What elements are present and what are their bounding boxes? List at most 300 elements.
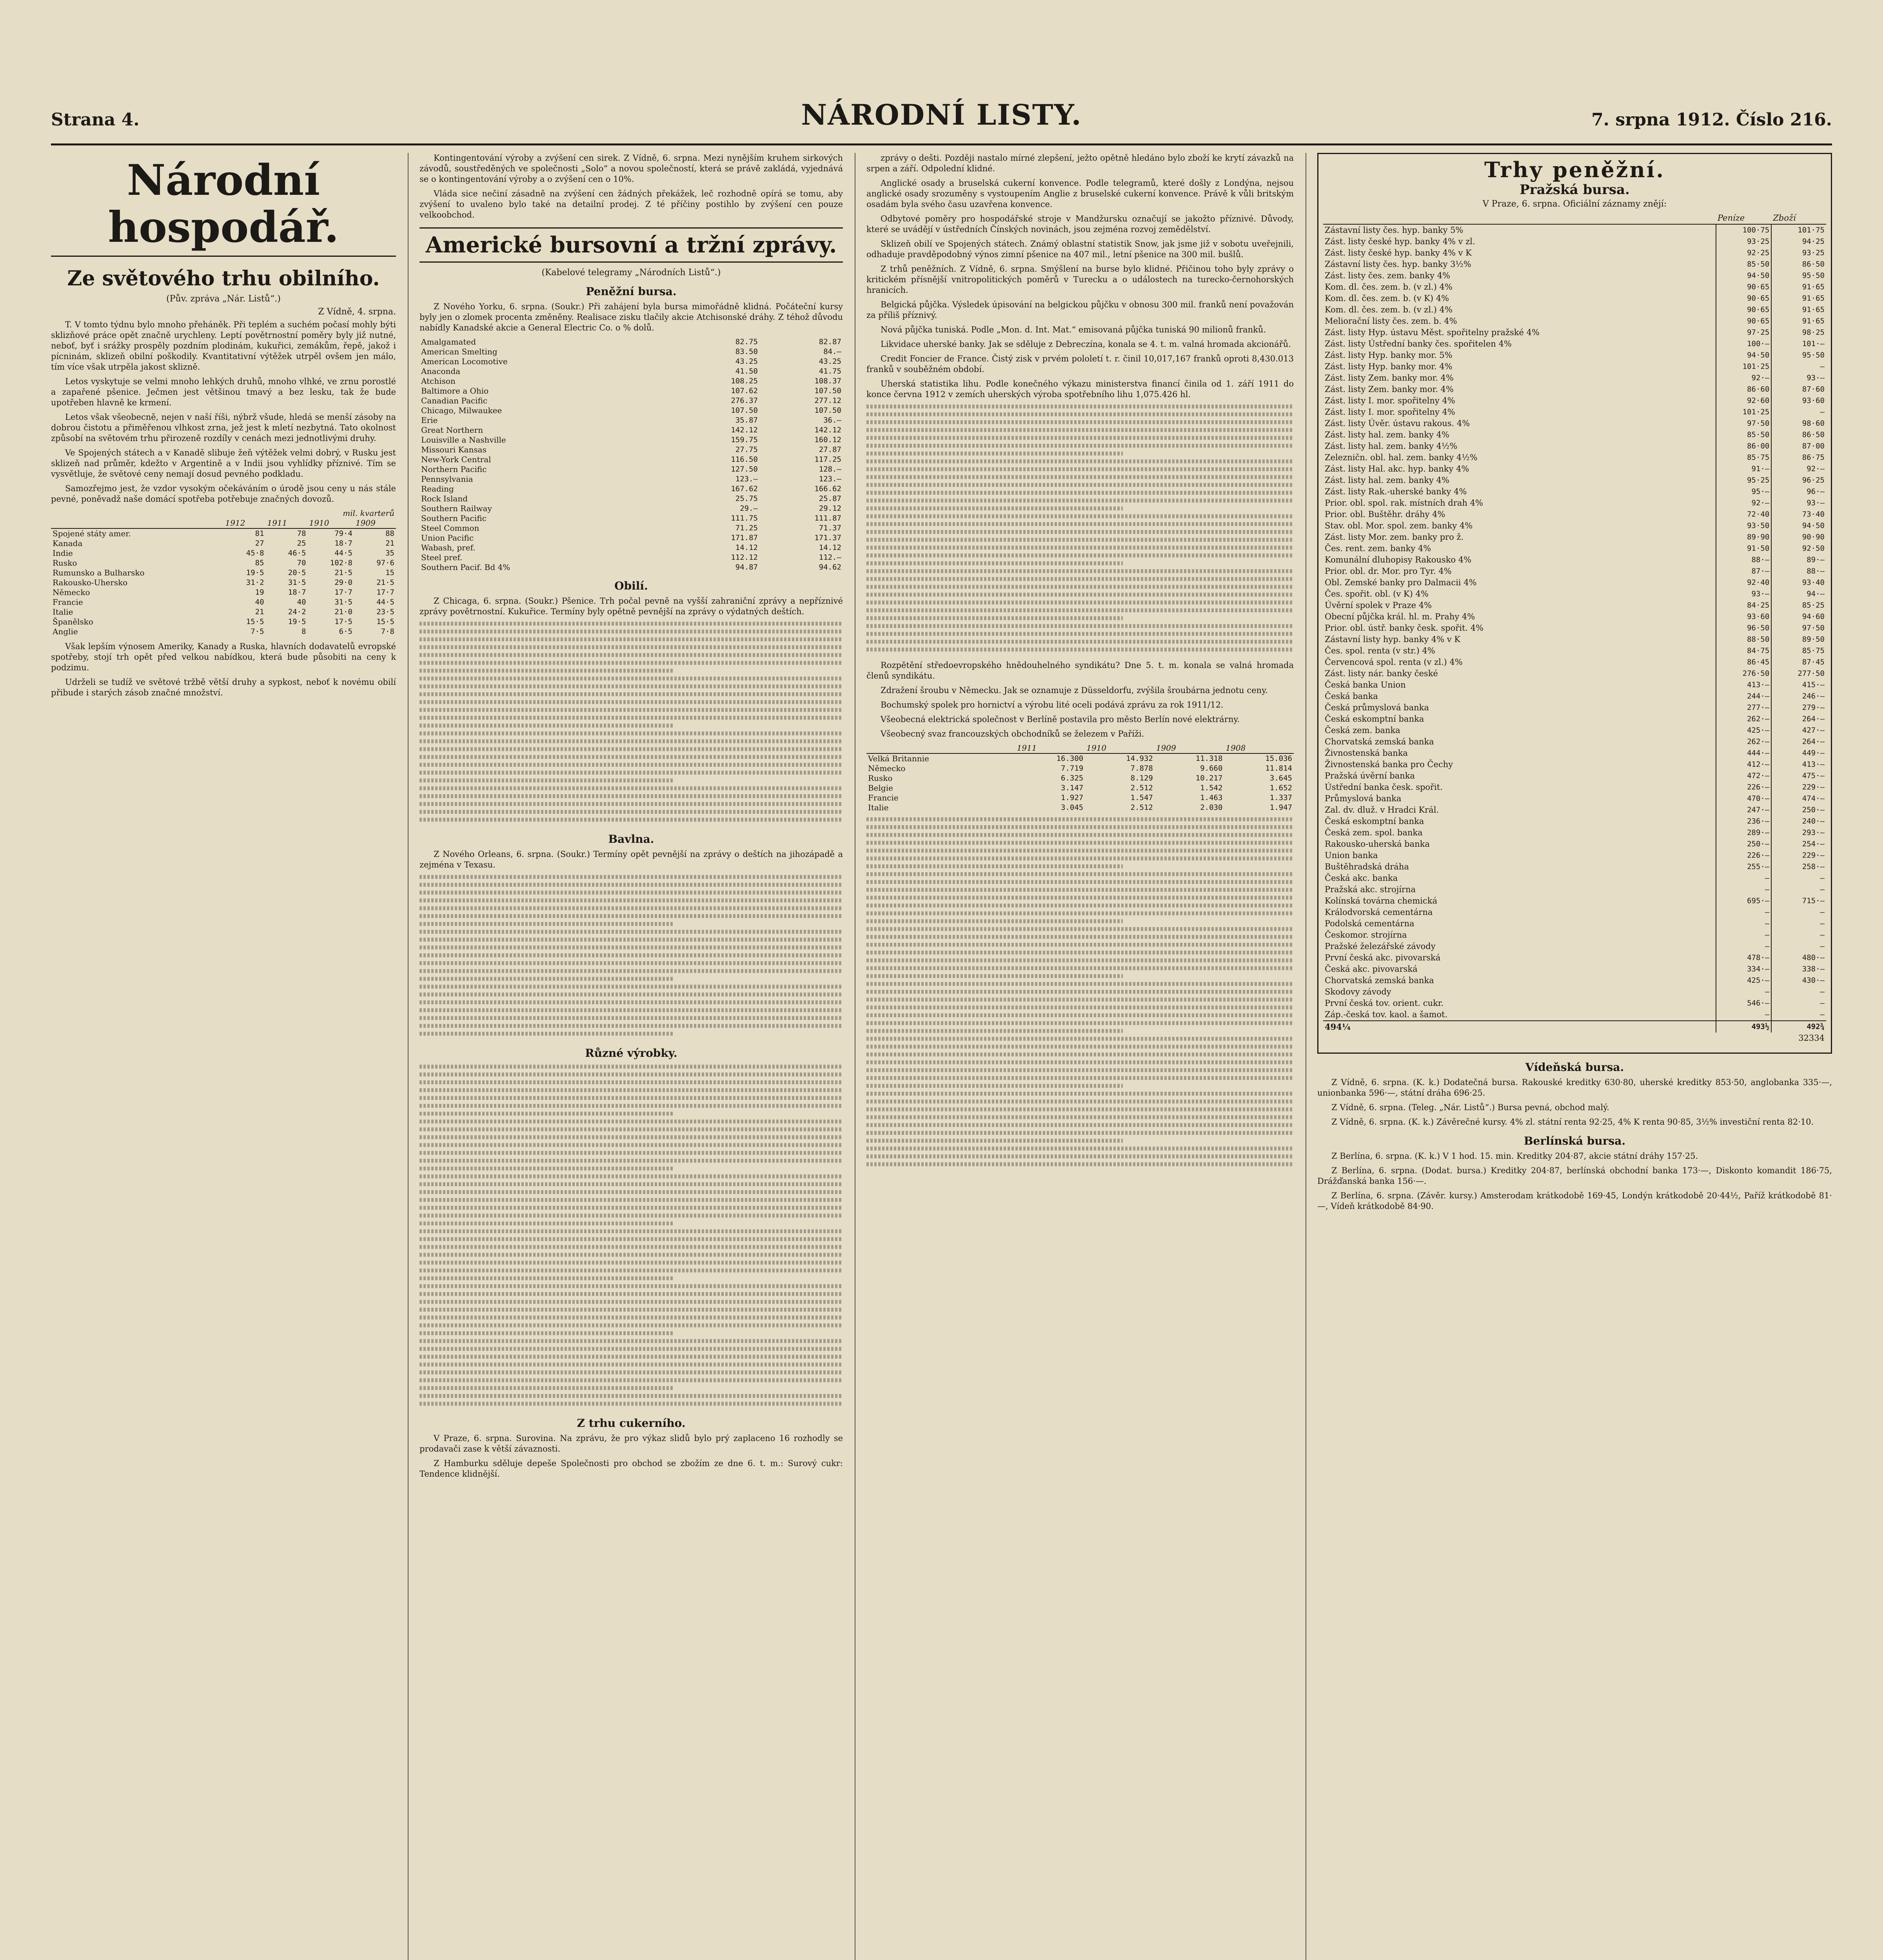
- bourse-cell: 86·75: [1802, 453, 1825, 462]
- stock-row: [419, 474, 843, 484]
- article-paragraph: Likvidace uherské banky. Jak se sděluje z Debreczína, konala se 4. t. m. valná hromada akcionářů.: [881, 339, 1291, 349]
- table-cell: 8: [301, 627, 306, 636]
- bourse-cell: Kolínská továrna chemická: [1323, 895, 1716, 907]
- article-paragraph: T. V tomto týdnu bylo mnoho přeháněk. Při teplém a suchém počasí mohly býti sklizňové práce opět značně urychleny. Leptí povětrnostní poměry byly již nutné, neboť, byť i srážky prospěly pozdním plodinám, kukuřici, zemákům, řepě, jakož i pícninám, sklizeň obilní poškodily. Kvantitativní výtěžek utrpěl ovšem jen málo, tím více však utrpěla jakost sklizně.: [51, 320, 396, 372]
- text-line: [866, 966, 1294, 970]
- table-cell: 18·7: [334, 539, 352, 548]
- bourse-cell: Průmyslová banka: [1323, 793, 1716, 804]
- table-cell: 1.463: [1200, 793, 1223, 802]
- bourse-cell: Union banka: [1323, 850, 1716, 861]
- text-line: [866, 483, 1294, 487]
- text-line: [419, 622, 843, 626]
- article-source: (Pův. zpráva „Nár. Listů“.): [166, 294, 281, 304]
- text-line: [419, 724, 674, 728]
- table-row: [866, 764, 1294, 773]
- text-line: [866, 499, 1294, 503]
- text-line: [866, 990, 1294, 994]
- bourse-cell: —: [1820, 362, 1825, 371]
- bourse-row: [1323, 736, 1826, 748]
- bourse-cell: 425·—: [1716, 975, 1771, 986]
- text-line: [866, 1115, 1294, 1119]
- stock-cell: 116.50: [731, 455, 758, 464]
- table-row: [51, 607, 396, 617]
- stock-cell: 276.37: [731, 396, 758, 405]
- bourse-row: [1323, 918, 1826, 929]
- text-line: [866, 585, 1294, 589]
- stock-row: [419, 563, 843, 572]
- column-1: [51, 153, 396, 1960]
- bourse-cell: 85·25: [1802, 601, 1825, 610]
- text-line: [419, 1198, 843, 1202]
- text-line: [419, 969, 843, 973]
- text-line: [866, 475, 1294, 479]
- text-line: [419, 637, 843, 641]
- bourse-cell: Zást. listy Hyp. ústavu Měst. spořitelny pražské 4%: [1323, 327, 1716, 338]
- bourse-cell: Česká eskomptní banka: [1323, 713, 1716, 725]
- bourse-cell: Buštěhradská dráha: [1323, 861, 1716, 873]
- stock-cell: Amalgamated: [421, 337, 476, 347]
- table-cell: 17·5: [334, 617, 352, 626]
- text-line: [866, 608, 1294, 612]
- text-line: [866, 1021, 1294, 1025]
- subsection-heading: Bavlna.: [608, 833, 654, 846]
- bourse-cell: Zelezničn. obl. hal. zem. banky 4½%: [1323, 452, 1716, 463]
- text-line: [866, 538, 1294, 542]
- stock-cell: Rock Island: [421, 494, 468, 503]
- bourse-row: [1323, 384, 1826, 395]
- table-cell: 23·5: [376, 608, 394, 616]
- text-placeholder: [866, 817, 1294, 1170]
- page-number: Strana 4.: [51, 110, 140, 130]
- table-cell: 15·5: [246, 617, 264, 626]
- text-line: [419, 1331, 674, 1335]
- text-line: [866, 904, 1294, 907]
- stock-cell: 123.—: [735, 475, 758, 483]
- article-paragraph: Udrželi se tudíž ve světové tržbě větší druhy a sypkost, neboť k novému obilí přibude i starých zásob značné množství.: [51, 677, 396, 697]
- text-line: [419, 1261, 843, 1265]
- bourse-cell: 94·50: [1802, 521, 1825, 530]
- bourse-cell: 90·65: [1716, 281, 1771, 293]
- bourse-cell: 93·25: [1802, 249, 1825, 257]
- bourse-cell: 97·25: [1716, 327, 1771, 338]
- text-line: [866, 857, 1294, 860]
- stock-cell: 171.87: [731, 534, 758, 542]
- table-cell: 70: [297, 559, 306, 567]
- bourse-cell: 255·—: [1716, 861, 1771, 873]
- text-line: [419, 1221, 674, 1225]
- bourse-cell: 85·75: [1716, 452, 1771, 463]
- bourse-cell: 338·—: [1802, 965, 1825, 973]
- masthead: NÁRODNÍ LISTY.: [801, 98, 1082, 131]
- bourse-cell: 262·—: [1716, 713, 1771, 725]
- bourse-cell: 413·—: [1802, 760, 1825, 769]
- text-line: [419, 985, 843, 989]
- text-line: [419, 771, 843, 775]
- bourse-cell: —: [1716, 918, 1771, 929]
- bourse-row: [1323, 975, 1826, 986]
- text-line: [866, 880, 1294, 884]
- bourse-cell: 86·00: [1716, 441, 1771, 452]
- text-line: [419, 1088, 843, 1092]
- bourse-cell: 98·25: [1802, 328, 1825, 337]
- text-line: [866, 1060, 1294, 1064]
- bourse-row: [1323, 713, 1826, 725]
- totals-label: 32334: [1798, 1033, 1825, 1043]
- text-line: [866, 1131, 1294, 1135]
- text-line: [866, 825, 1294, 829]
- text-line: [866, 896, 1294, 900]
- article-paragraph: Letos však všeobecně, nejen v naší říši, nýbrž všude, hledá se menší zásoby na dobrou čistotu a přiměřenou vlhkost zrna, jež jest k mletí nezbytná. Tato okolnost způsobí na světovém trhu přirozeně rozdíly v cenách mezi jednotlivými druhy.: [51, 412, 396, 443]
- text-line: [419, 747, 843, 751]
- bourse-cell: 264·—: [1802, 715, 1825, 723]
- stock-cell: Southern Pacif. Bd 4%: [421, 563, 510, 572]
- table-cell: 24·2: [288, 608, 306, 616]
- text-line: [866, 491, 1294, 495]
- bourse-cell: 415·—: [1802, 681, 1825, 689]
- table-row: [51, 528, 396, 539]
- table-cell: Anglie: [53, 627, 78, 636]
- text-line: [866, 998, 1294, 1002]
- text-line: [419, 1104, 843, 1108]
- bourse-cell: 90·65: [1716, 304, 1771, 316]
- bourse-cell: Čes. spol. renta (v str.) 4%: [1323, 645, 1716, 657]
- bourse-cell: Červencová spol. renta (v zl.) 4%: [1323, 657, 1716, 668]
- stock-row: [419, 357, 843, 367]
- bourse-cell: První česká akc. pivovarská: [1323, 952, 1716, 964]
- section-title: Národní hospodář.: [51, 157, 396, 257]
- text-line: [419, 1080, 843, 1084]
- article-title: Ze světového trhu obilního.: [67, 267, 380, 290]
- article-paragraph: Z Chicaga, 6. srpna. (Soukr.) Pšenice. Trh počal pevně na vyšší zahraniční zprávy a nepříznivé zprávy povětrnostní. Kukuřice. Termíny byly opětně pevnější na zprávy o výdatných deštích.: [419, 596, 843, 616]
- text-line: [419, 1378, 843, 1382]
- stock-cell: 160.12: [814, 436, 841, 444]
- text-line: [866, 506, 1123, 510]
- table-cell: 14.932: [1126, 754, 1153, 763]
- table-cell: 7·5: [251, 627, 264, 636]
- bourse-cell: Stav. obl. Mor. spol. zem. banky 4%: [1323, 520, 1716, 532]
- text-line: [866, 577, 1294, 581]
- table-cell: 46·5: [288, 549, 306, 557]
- text-line: [419, 661, 843, 665]
- table-header-cell: [1323, 212, 1716, 224]
- bourse-cell: 92·—: [1807, 465, 1825, 473]
- text-line: [419, 1300, 843, 1304]
- bourse-row: [1323, 759, 1826, 770]
- text-line: [419, 1206, 843, 1210]
- text-line: [866, 1147, 1294, 1151]
- table-row: [866, 753, 1294, 764]
- bourse-cell: Zást. listy hal. zem. banky 4%: [1323, 429, 1716, 441]
- bourse-cell: 279·—: [1802, 703, 1825, 712]
- table-cell: Německo: [53, 588, 90, 597]
- bourse-cell: Česká zem. banka: [1323, 725, 1716, 736]
- bourse-cell: Čes. spořit. obl. (v K) 4%: [1323, 588, 1716, 600]
- text-line: [866, 569, 1294, 573]
- stock-cell: 112.—: [819, 553, 841, 562]
- text-line: [419, 1402, 843, 1406]
- bourse-cell: 95·—: [1716, 486, 1771, 497]
- bourse-row: [1323, 429, 1826, 441]
- table-cell: 102·8: [330, 559, 352, 567]
- article-paragraph: Z trhů peněžních. Z Vídně, 6. srpna. Smýšlení na burse bylo klidné. Přičinou toho byly zprávy o kritickém přísnější vnitropolitických poměrů v Turecku a o událostech na turecko-černohorských hranicích.: [866, 264, 1294, 295]
- table-cell: Rusko: [868, 773, 893, 783]
- bourse-cell: 88·—: [1716, 554, 1771, 566]
- text-line: [419, 1316, 843, 1319]
- bourse-cell: Zal. dv. dluž. v Hradci Král.: [1323, 804, 1716, 816]
- text-line: [419, 700, 843, 704]
- bourse-cell: 86·50: [1802, 430, 1825, 439]
- text-line: [419, 1323, 843, 1327]
- stock-cell: 84.—: [823, 347, 841, 356]
- bourse-cell: 93·60: [1716, 611, 1771, 622]
- bourse-row: [1323, 247, 1826, 259]
- text-line: [866, 1053, 1294, 1056]
- bourse-row: [1323, 350, 1826, 361]
- text-line: [419, 875, 843, 879]
- table-cell: 21·5: [334, 568, 352, 577]
- table-cell: 35: [385, 549, 394, 557]
- stock-cell: Union Pacific: [421, 533, 474, 543]
- text-line: [866, 467, 1294, 471]
- text-line: [419, 677, 843, 681]
- bourse-cell: Zást. listy Zem. banky mor. 4%: [1323, 384, 1716, 395]
- bourse-cell: 87·—: [1716, 566, 1771, 577]
- text-line: [866, 1084, 1123, 1088]
- stock-cell: 43.25: [735, 357, 758, 366]
- text-line: [419, 684, 843, 688]
- bourse-cell: 427·—: [1802, 726, 1825, 735]
- bourse-cell: Živnostenská banka: [1323, 748, 1716, 759]
- text-line: [419, 906, 843, 910]
- bourse-cell: 87·60: [1802, 385, 1825, 394]
- bourse-cell: 444·—: [1716, 748, 1771, 759]
- bourse-cell: 226·—: [1716, 782, 1771, 793]
- bourse-cell: Zást. listy čes. zem. banky 4%: [1323, 270, 1716, 281]
- bourse-cell: —: [1716, 1009, 1771, 1021]
- article-paragraph: Odbytové poměry pro hospodářské stroje v Mandžursku označují se jakožto příznivé. Důvody, které se uvádějí v ústředních Čínských novinách, jsou zejména rozvoj zemědělství.: [866, 214, 1294, 234]
- bourse-cell: 226·—: [1716, 850, 1771, 861]
- text-line: [419, 1065, 843, 1069]
- bourse-cell: 96·50: [1716, 622, 1771, 634]
- bourse-cell: 85·50: [1716, 259, 1771, 270]
- bourse-row: [1323, 236, 1826, 247]
- bourse-row: [1323, 645, 1826, 657]
- stock-cell: 108.25: [731, 377, 758, 385]
- bourse-row: [1323, 338, 1826, 350]
- stock-cell: 41.50: [735, 367, 758, 376]
- bourse-cell: Zást. listy Úvěr. ústavu rakous. 4%: [1323, 418, 1716, 429]
- bourse-row: [1323, 361, 1826, 372]
- text-line: [419, 1370, 843, 1374]
- stock-cell: Baltimore a Ohio: [421, 386, 489, 396]
- bourse-cell: —: [1820, 919, 1825, 928]
- bourse-cell: 250·—: [1802, 806, 1825, 814]
- column-2: [419, 153, 843, 1960]
- text-line: [419, 669, 674, 673]
- bourse-row: [1323, 475, 1826, 486]
- bourse-cell: —: [1716, 884, 1771, 895]
- table-cell: 31·5: [288, 578, 306, 587]
- stock-cell: 107.50: [814, 387, 841, 395]
- bourse-cell: Zást. listy české hyp. banky 4% v zl.: [1323, 236, 1716, 247]
- bourse-row: [1323, 441, 1826, 452]
- table-header-cell: 1910: [1085, 743, 1155, 753]
- bourse-cell: Skodovy závody: [1323, 986, 1716, 998]
- bourse-cell: —: [1716, 941, 1771, 952]
- bourse-cell: 97·50: [1716, 418, 1771, 429]
- bourse-cell: —: [1820, 931, 1825, 939]
- stock-cell: Erie: [421, 416, 438, 425]
- text-line: [419, 1167, 674, 1171]
- stock-cell: Atchison: [421, 376, 456, 386]
- bourse-cell: Zástavní listy čes. hyp. banky 3½%: [1323, 259, 1716, 270]
- bourse-cell: 84·25: [1716, 600, 1771, 611]
- table-cell: 25: [297, 539, 306, 548]
- stock-cell: 159.75: [731, 436, 758, 444]
- bourse-cell: Zást. listy hal. zem. banky 4%: [1323, 475, 1716, 486]
- bourse-cell: 246·—: [1802, 692, 1825, 701]
- bourse-cell: 546·—: [1716, 998, 1771, 1009]
- text-line: [866, 927, 1294, 931]
- bourse-cell: 89·90: [1716, 532, 1771, 543]
- text-line: [866, 951, 1294, 955]
- bourse-cell: 93·60: [1802, 396, 1825, 405]
- stock-cell: 25.75: [735, 494, 758, 503]
- table-cell: 1.547: [1130, 793, 1153, 802]
- bourse-row: [1323, 270, 1826, 281]
- stock-row: [419, 435, 843, 445]
- table-cell: 2.030: [1200, 803, 1223, 812]
- bourse-cell: —: [1820, 999, 1825, 1007]
- column-3: [866, 153, 1294, 1960]
- stock-cell: American Smelting: [421, 347, 498, 356]
- bourse-cell: Zást. listy hal. zem. banky 4½%: [1323, 441, 1716, 452]
- text-line: [419, 1363, 843, 1367]
- stock-cell: 43.25: [819, 357, 841, 366]
- text-line: [866, 817, 1294, 821]
- table-cell: 9.660: [1200, 764, 1223, 773]
- bourse-cell: 94·50: [1716, 270, 1771, 281]
- table-cell: 16.300: [1056, 754, 1084, 763]
- table-cell: 21·5: [376, 578, 394, 587]
- text-line: [866, 420, 1294, 424]
- text-line: [866, 1037, 1294, 1041]
- table-row: [51, 568, 396, 578]
- text-line: [419, 1096, 843, 1100]
- bourse-cell: Kom. dl. čes. zem. b. (v zl.) 4%: [1323, 281, 1716, 293]
- bourse-row: [1323, 327, 1826, 338]
- bourse-row: [1323, 588, 1826, 600]
- bourse-cell: 90·65: [1716, 316, 1771, 327]
- bourse-row: [1323, 316, 1826, 327]
- text-line: [866, 1029, 1123, 1033]
- stock-row: [419, 494, 843, 504]
- bourse-cell: 258·—: [1802, 862, 1825, 871]
- bourse-row: [1323, 224, 1826, 236]
- table-cell: 7.878: [1130, 764, 1153, 773]
- stock-cell: 36.—: [823, 416, 841, 425]
- bourse-row: [1323, 986, 1826, 998]
- table-header-cell: 1908: [1224, 743, 1294, 753]
- bourse-cell: 86·45: [1716, 657, 1771, 668]
- totals-cell: 494¼: [1323, 1021, 1716, 1033]
- bourse-cell: 87·00: [1802, 442, 1825, 450]
- stock-row: [419, 445, 843, 455]
- stock-cell: Great Northern: [421, 425, 483, 435]
- bourse-cell: Kom. dl. čes. zem. b. (v K) 4%: [1323, 293, 1716, 304]
- bourse-cell: Podolská cementárna: [1323, 918, 1716, 929]
- text-line: [419, 883, 843, 887]
- text-line: [419, 938, 843, 942]
- bourse-cell: —: [1716, 907, 1771, 918]
- bourse-row: [1323, 691, 1826, 702]
- bourse-cell: —: [1820, 408, 1825, 416]
- stock-cell: 94.62: [819, 563, 841, 572]
- stock-row: [419, 347, 843, 357]
- bourse-row: [1323, 929, 1826, 941]
- stock-row: [419, 523, 843, 533]
- stock-row: [419, 396, 843, 406]
- bourse-cell: 93·25: [1716, 236, 1771, 247]
- bourse-cell: 95·50: [1802, 271, 1825, 280]
- table-header-cell: 1909: [1155, 743, 1224, 753]
- bourse-cell: První česká tov. orient. cukr.: [1323, 998, 1716, 1009]
- bourse-cell: 229·—: [1802, 851, 1825, 860]
- bourse-cell: 91·—: [1716, 463, 1771, 475]
- bourse-row: [1323, 748, 1826, 759]
- article-paragraph: Uherská statistika lihu. Podle konečného výkazu ministerstva financí činila od 1. září 1911 do konce června 1912 v zemích uherských výroba spotřebního lihu 1,075.426 hl.: [866, 379, 1294, 399]
- bourse-cell: 277·—: [1716, 702, 1771, 713]
- table-cell: 31·5: [334, 598, 352, 606]
- price-table-placeholder: [419, 875, 843, 1040]
- table-cell: 2.512: [1130, 784, 1153, 792]
- bourse-row: [1323, 952, 1826, 964]
- bourse-row: [1323, 293, 1826, 304]
- bourse-cell: 93·40: [1802, 578, 1825, 587]
- bourse-cell: 72·40: [1716, 509, 1771, 520]
- text-line: [419, 1339, 843, 1343]
- bourse-cell: Zást. listy Zem. banky mor. 4%: [1323, 372, 1716, 384]
- text-line: [866, 436, 1294, 440]
- bourse-row: [1323, 907, 1826, 918]
- page-header: [51, 98, 1832, 141]
- bourse-cell: —: [1820, 874, 1825, 882]
- table-cell: 40: [255, 598, 264, 606]
- bourse-cell: Chorvatská zemská banka: [1323, 736, 1716, 748]
- stock-cell: 166.62: [814, 485, 841, 493]
- text-line: [866, 1045, 1294, 1049]
- table-header-cell: 1911: [1015, 743, 1085, 753]
- text-line: [866, 624, 1294, 628]
- article-paragraph: Z Berlína, 6. srpna. (K. k.) V 1 hod. 15. min. Kreditky 204·87, akcie státní dráhy 157·25.: [1331, 1151, 1698, 1161]
- bourse-cell: 262·—: [1716, 736, 1771, 748]
- bourse-cell: Kom. dl. čes. zem. b. (v zl.) 4%: [1323, 304, 1716, 316]
- bourse-cell: 94·60: [1802, 612, 1825, 621]
- text-line: [866, 412, 1294, 416]
- article-paragraph: Z Vídně, 6. srpna. (K. k.) Závěrečné kursy. 4% zl. státní renta 92·25, 4% K renta 90·85, 3½% investiční renta 82·10.: [1331, 1117, 1814, 1127]
- article-paragraph: Vláda sice nečiní zásadně na zvýšení cen žádných překážek, leč rozhodně opírá se tomu, aby zvýšení to uvaleno bylo také na detailní prodej. Z té příčiny postihlo by zvýšení cen pouze velkoobchod.: [419, 189, 843, 220]
- text-line: [866, 864, 1123, 868]
- bourse-row: [1323, 600, 1826, 611]
- text-line: [419, 755, 843, 759]
- bourse-row: [1323, 497, 1826, 509]
- header-rule: [51, 143, 1832, 145]
- text-line: [866, 1013, 1294, 1017]
- bourse-cell: 695·—: [1716, 895, 1771, 907]
- bourse-cell: 94·25: [1802, 237, 1825, 246]
- article-paragraph: Credit Foncier de France. Čistý zisk v prvém pololetí t. r. činil 10,017,167 franků oproti 8,430.013 franků v souběžném období.: [866, 354, 1294, 374]
- bourse-row: [1323, 543, 1826, 554]
